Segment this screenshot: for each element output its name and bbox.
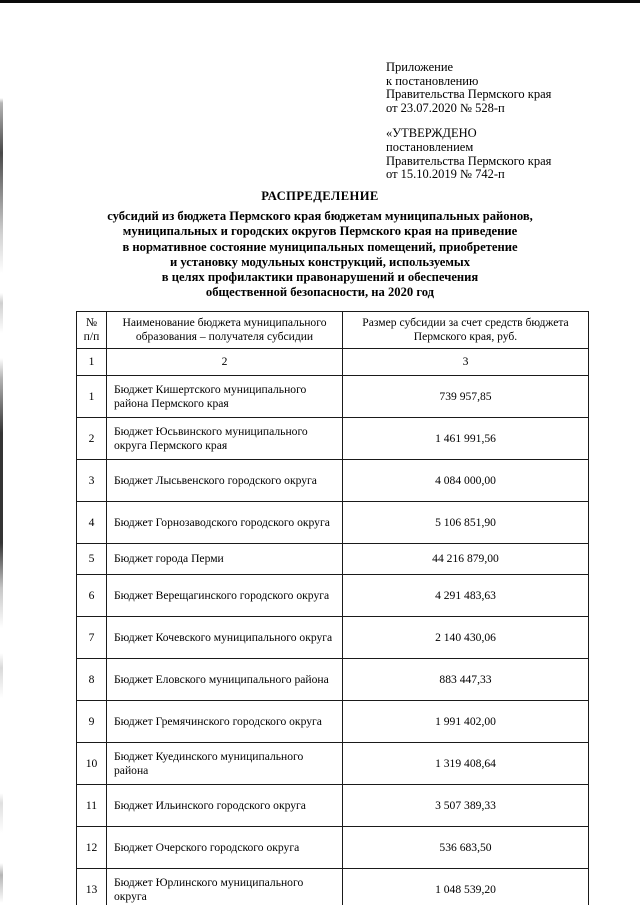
table-row [77,544,589,575]
table-row [77,502,589,544]
approval-line: от 15.10.2019 № 742-п [386,167,505,182]
approval-line: Правительства Пермского края [386,153,552,168]
cell-budget-name: Бюджет Кишертского муниципального района Пермского края [107,376,343,418]
cell-row-number: 7 [77,617,107,659]
cell-budget-name: Бюджет Юсьвинского муниципального округа Пермского края [107,418,343,460]
column-header-number-line: п/п [83,329,100,343]
cell-budget-name: Бюджет города Перми [107,544,343,575]
table-row [77,376,589,418]
cell-subsidy-amount: 1 319 408,64 [343,743,589,785]
column-header-amount-line: Пермского края, руб. [413,329,518,343]
column-header-number-line: № [85,316,98,329]
document-subtitle-line: муниципальных и городских округов Пермского края на приведение [122,224,518,239]
cell-row-number: 13 [77,869,107,905]
cell-budget-name: Бюджет Кочевского муниципального округа [107,617,343,659]
cell-budget-name: Бюджет Еловского муниципального района [107,659,343,701]
subsidy-distribution-table [76,311,589,905]
cell-row-number: 8 [77,659,107,701]
scan-top-border-artifact [0,0,640,3]
column-header-amount [343,312,589,349]
cell-subsidy-amount: 5 106 851,90 [343,502,589,544]
approval-reference-paragraph [386,127,626,181]
appendix-line: Правительства Пермского края [386,87,552,102]
appendix-line: от 23.07.2020 № 528-п [386,100,505,115]
column-header-name [107,312,343,349]
cell-subsidy-amount: 44 216 879,00 [343,544,589,575]
column-header-name-line: Наименование бюджета муниципального [122,316,327,329]
table-row [77,743,589,785]
table-row [77,460,589,502]
scan-left-edge-artifact [0,3,3,905]
column-header-number [77,312,107,349]
column-number-1: 1 [77,349,107,376]
cell-row-number: 1 [77,376,107,418]
table-row [77,785,589,827]
appendix-line: к постановлению [386,73,479,88]
column-number-2: 2 [107,349,343,376]
table-row [77,869,589,905]
appendix-header-block [386,61,626,182]
cell-subsidy-amount: 739 957,85 [343,376,589,418]
appendix-line: Приложение [386,60,454,74]
cell-subsidy-amount: 1 991 402,00 [343,701,589,743]
approval-line: «УТВЕРЖДЕНО [386,126,477,141]
table-row [77,701,589,743]
cell-row-number: 5 [77,544,107,575]
cell-budget-name: Бюджет Верещагинского городского округа [107,575,343,617]
cell-row-number: 10 [77,743,107,785]
cell-budget-name: Бюджет Лысьвенского городского округа [107,460,343,502]
cell-row-number: 12 [77,827,107,869]
column-header-name-line: образования – получателя субсидии [135,329,314,343]
cell-budget-name: Бюджет Ильинского городского округа [107,785,343,827]
cell-budget-name: Бюджет Горнозаводского городского округа [107,502,343,544]
approval-line: постановлением [386,139,474,154]
cell-row-number: 11 [77,785,107,827]
column-header-amount-line: Размер субсидии за счет средств бюджета [362,316,569,329]
cell-subsidy-amount: 2 140 430,06 [343,617,589,659]
document-subtitle-line: в целях профилактики правонарушений и обеспечения [161,270,479,285]
cell-budget-name: Бюджет Юрлинского муниципального округа [107,869,343,905]
cell-row-number: 3 [77,460,107,502]
table-header-row [77,312,589,349]
table-row [77,418,589,460]
column-numbering-row [77,349,589,376]
cell-subsidy-amount: 4 291 483,63 [343,575,589,617]
cell-subsidy-amount: 1 048 539,20 [343,869,589,905]
cell-subsidy-amount: 4 084 000,00 [343,460,589,502]
document-subtitle-line: и установку модульных конструкций, используемых [169,254,471,269]
table-body [77,376,589,905]
document-subtitle-line: в нормативное состояние муниципальных помещений, приобретение [122,239,518,254]
document-heading: РАСПРЕДЕЛЕНИЕ [261,189,379,203]
cell-subsidy-amount: 883 447,33 [343,659,589,701]
cell-subsidy-amount: 1 461 991,56 [343,418,589,460]
cell-budget-name: Бюджет Куединского муниципального района [107,743,343,785]
cell-subsidy-amount: 3 507 389,33 [343,785,589,827]
document-subtitle-line: субсидий из бюджета Пермского края бюджетам муниципальных районов, [107,209,533,224]
cell-row-number: 2 [77,418,107,460]
cell-budget-name: Бюджет Гремячинского городского округа [107,701,343,743]
table-row [77,659,589,701]
table-header [77,312,589,376]
document-subtitle-line: общественной безопасности, на 2020 год [205,285,435,300]
column-number-3: 3 [343,349,589,376]
cell-row-number: 9 [77,701,107,743]
table-row [77,827,589,869]
cell-subsidy-amount: 536 683,50 [343,827,589,869]
cell-budget-name: Бюджет Очерского городского округа [107,827,343,869]
table-row [77,575,589,617]
table-row [77,617,589,659]
cell-row-number: 6 [77,575,107,617]
cell-row-number: 4 [77,502,107,544]
page-title [40,189,600,300]
appendix-reference-paragraph [386,61,626,115]
